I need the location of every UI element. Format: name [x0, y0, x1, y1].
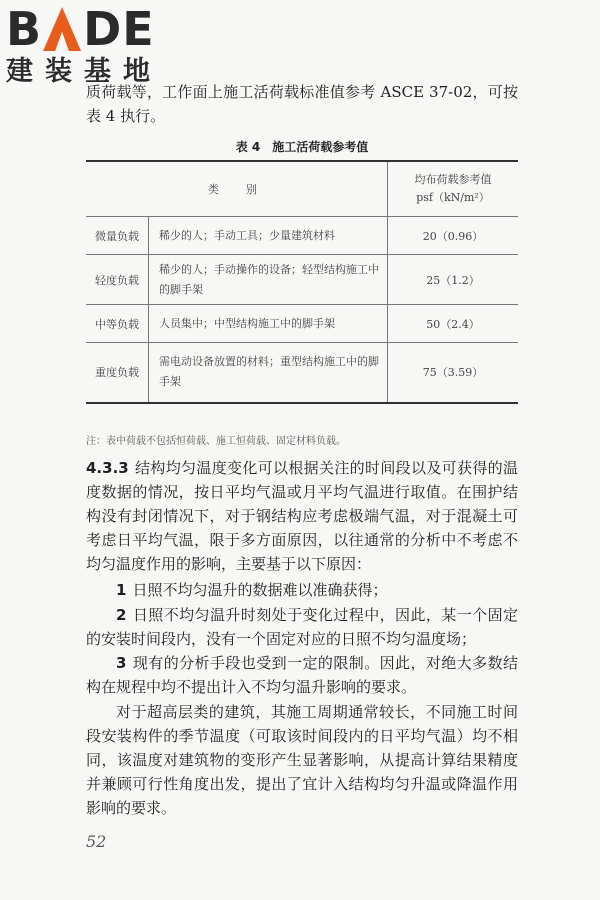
list-item-text: 现有的分析手段也受到一定的限制。因此，对绝大多数结构在规程中均不提出计入不均匀温升影响的要求。: [86, 654, 518, 696]
table-row: [86, 343, 518, 403]
list-item-text: 日照不均匀温升时刻处于变化过程中，因此，某一个固定的安装时间段内，没有一个固定对应的日照不均匀温度场；: [86, 606, 518, 648]
header-value: [388, 161, 519, 217]
logo-letter-e: E: [122, 2, 154, 56]
row-load-value: 25（1.2）: [388, 255, 519, 305]
row-load-name: 中等负载: [86, 305, 149, 343]
list-item-text: 日照不均匀温升的数据难以准确获得；: [132, 581, 388, 599]
page-number: 52: [86, 832, 107, 851]
row-load-description: 需电动设备放置的材料；重型结构施工中的脚手架: [149, 343, 388, 403]
row-load-name: 轻度负载: [86, 255, 149, 305]
section-number: 4.3.3: [86, 459, 129, 477]
list-item: [86, 603, 518, 651]
logo-a-icon: [43, 7, 81, 51]
section-text: 结构均匀温度变化可以根据关注的时间段以及可获得的温度数据的情况，按日平均气温或月平均气温进行取值。在围护结构没有封闭情况下，对于钢结构应考虑极端气温，对于混凝土可考虑日平均气温，限于多方面原因，以往通常的分析中不考虑不均匀温度作用的影响，主要基于以下原因：: [86, 459, 518, 573]
logo-letter-d: D: [83, 2, 122, 56]
row-load-name: 重度负载: [86, 343, 149, 403]
row-load-value: 20（0.96）: [388, 217, 519, 255]
intro-paragraph: 质荷载等，工作面上施工活荷载标准值参考 ASCE 37-02，可按表 4 执行。: [86, 83, 518, 125]
logo-wordmark: [6, 4, 186, 54]
table-note: 注：表中荷载不包括恒荷载、施工恒荷载、固定材料负载。: [86, 436, 346, 447]
row-load-value: 75（3.59）: [388, 343, 519, 403]
final-paragraph: 对于超高层类的建筑，其施工周期通常较长，不同施工时间段安装构件的季节温度（可取该时间段内的日平均气温）均不相同，该温度对建筑物的变形产生显著影响，从提高计算结果精度并兼顾可行性角度出发，提出了宜计入结构均匀升温或降温作用影响的要求。: [86, 703, 518, 817]
header-value-line2: psf（kN/m²）: [416, 191, 490, 204]
table-header-row: [86, 161, 518, 217]
row-load-name: 微量负载: [95, 229, 139, 243]
list-item: [86, 651, 518, 699]
row-load-value: 50（2.4）: [388, 305, 519, 343]
header-category: 类 别: [208, 183, 265, 196]
table-row: [86, 305, 518, 343]
row-load-description: 稀少的人；手动操作的设备；轻型结构施工中的脚手架: [149, 255, 388, 305]
table-caption: 表 4 施工活荷载参考值: [235, 140, 369, 154]
row-load-description: 人员集中；中型结构施工中的脚手架: [149, 305, 388, 343]
section-paragraph: [86, 456, 518, 576]
list-item-number: 1: [116, 581, 127, 599]
table-row: [86, 217, 518, 255]
table-row: [86, 255, 518, 305]
logo-letter-b: B: [6, 2, 42, 56]
logo: [6, 4, 186, 88]
list-item-number: 2: [116, 606, 127, 624]
header-value-line1: 均布荷载参考值: [414, 173, 492, 186]
logo-chinese-name: 建装基地: [6, 56, 162, 87]
construction-load-table: [86, 160, 518, 404]
list-item: [86, 578, 518, 602]
row-load-description: 稀少的人；手动工具；少量建筑材料: [149, 217, 388, 255]
list-item-number: 3: [116, 654, 127, 672]
